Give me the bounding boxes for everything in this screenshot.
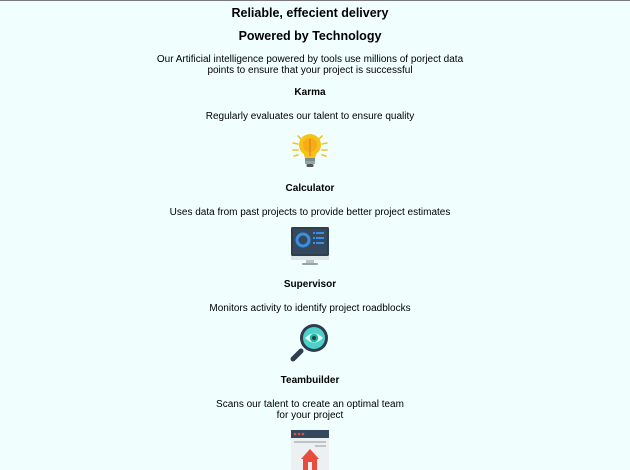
section-title: Reliable, effecient delivery (231, 6, 389, 20)
feature-description-calculator: Uses data from past projects to provide better project estimates (169, 207, 451, 218)
browser-home-icon (290, 429, 330, 470)
magnifier-eye-icon (290, 322, 330, 362)
feature-description-karma: Regularly evaluates our talent to ensure quality (205, 111, 415, 122)
section-description-line2: points to ensure that your project is successful (207, 65, 413, 76)
section-description-line1: Our Artificial intelligence powered by tools use millions of porject data (156, 54, 464, 65)
monitor-dashboard-icon (290, 226, 330, 266)
lightbulb-icon (290, 130, 330, 170)
feature-title-teambuilder: Teambuilder (280, 375, 340, 386)
feature-description-teambuilder-line1: Scans our talent to create an optimal team (216, 399, 404, 410)
section-subtitle: Powered by Technology (238, 29, 382, 43)
feature-title-calculator: Calculator (285, 183, 335, 194)
top-border-line (0, 0, 630, 1)
feature-title-karma: Karma (294, 87, 326, 98)
feature-title-supervisor: Supervisor (283, 279, 337, 290)
feature-description-supervisor: Monitors activity to identify project roadblocks (209, 303, 411, 314)
feature-description-teambuilder-line2: for your project (276, 410, 344, 421)
